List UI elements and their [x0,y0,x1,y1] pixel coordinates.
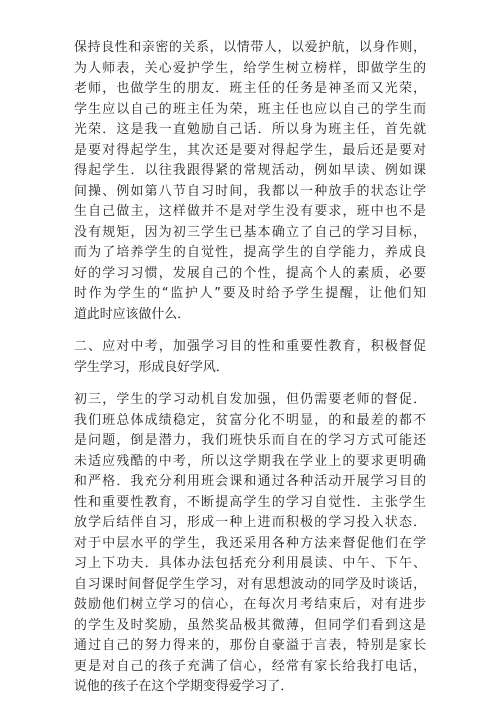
heading-line: 学生学习，形成良好学风． [74,359,229,375]
text-line: 对于中层水平的学生，我还采用各种方法来督促他们在学 [74,535,426,551]
heading-line: 二、应对中考，加强学习目的性和重要性教育，积极督促 [74,339,426,354]
text-line: 是要对得起学生，其次还是要对得起学生，最后还是要对 [74,142,426,158]
paragraph-study-motivation [74,390,426,698]
text-line: 老师，也做学生的朋友．班主任的任务是神圣而又光荣， [74,81,426,96]
paragraph-gap [74,378,426,390]
text-line: 性和重要性教育，不断提高学生的学习自觉性．主张学生 [74,494,426,510]
text-line: 说他的孩子在这个学期变得爱学习了． [74,679,294,694]
text-line: 和严格．我充分利用班会课和通过各种活动开展学习目的 [74,474,426,489]
text-line: 鼓励他们树立学习的信心，在每次月考结束后，对有进步 [74,597,426,612]
text-line: 初三，学生的学习动机自发加强，但仍需要老师的督促． [74,392,426,407]
text-line: 光荣．这是我一直勉励自己话．所以身为班主任，首先就 [74,122,426,137]
text-line: 的学生及时奖励，虽然奖品极其微薄，但同学们看到这是 [74,617,426,633]
text-line: 我们班总体成绩稳定，贫富分化不明显，的和最差的都不 [74,412,426,428]
text-line: 保持良性和亲密的关系，以情带人，以爱护航，以身作则， [74,40,426,55]
text-line: 间操、例如第八节自习时间，我都以一种放手的状态让学 [74,183,426,199]
text-line: 通过自己的努力得来的，那份自豪溢于言表，特别是家长 [74,638,426,653]
text-line: 道此时应该做什么． [74,306,191,322]
paragraph-class-management [74,38,426,325]
paragraph-gap [74,325,426,337]
text-line: 放学后结伴自习，形成一种上进而积极的学习投入状态． [74,515,426,530]
text-line: 是问题，倒是潜力，我们班快乐而自在的学习方式可能还 [74,433,426,448]
text-line: 生自己做主，这样做并不是对学生没有要求，班中也不是 [74,204,426,219]
text-line: 学生应以自己的班主任为荣，班主任也应以自己的学生而 [74,101,426,117]
text-line: 更是对自己的孩子充满了信心，经常有家长给我打电话， [74,658,426,674]
text-line: 时作为学生的“监护人”要及时给予学生提醒，让他们知 [74,286,426,301]
text-line: 而为了培养学生的自觉性，提高学生的自学能力，养成良 [74,245,426,260]
text-line: 习上下功夫．具体办法包括充分利用晨读、中午、下午、 [74,556,426,571]
text-line: 为人师表，关心爱护学生，给学生树立榜样，即做学生的 [74,60,426,76]
text-line: 未适应残酷的中考，所以这学期我在学业上的要求更明确 [74,453,426,469]
text-line: 得起学生．以往我跟得紧的常规活动，例如早读、例如课 [74,163,426,178]
text-line: 没有规矩，因为初三学生已基本确立了自己的学习目标， [74,224,426,240]
document-page [74,38,426,698]
text-line: 自习课时间督促学生学习，对有思想波动的同学及时谈话， [74,576,426,592]
section-heading-exam [74,337,426,378]
text-line: 好的学习习惯，发展自己的个性，提高个人的素质，必要 [74,265,426,281]
